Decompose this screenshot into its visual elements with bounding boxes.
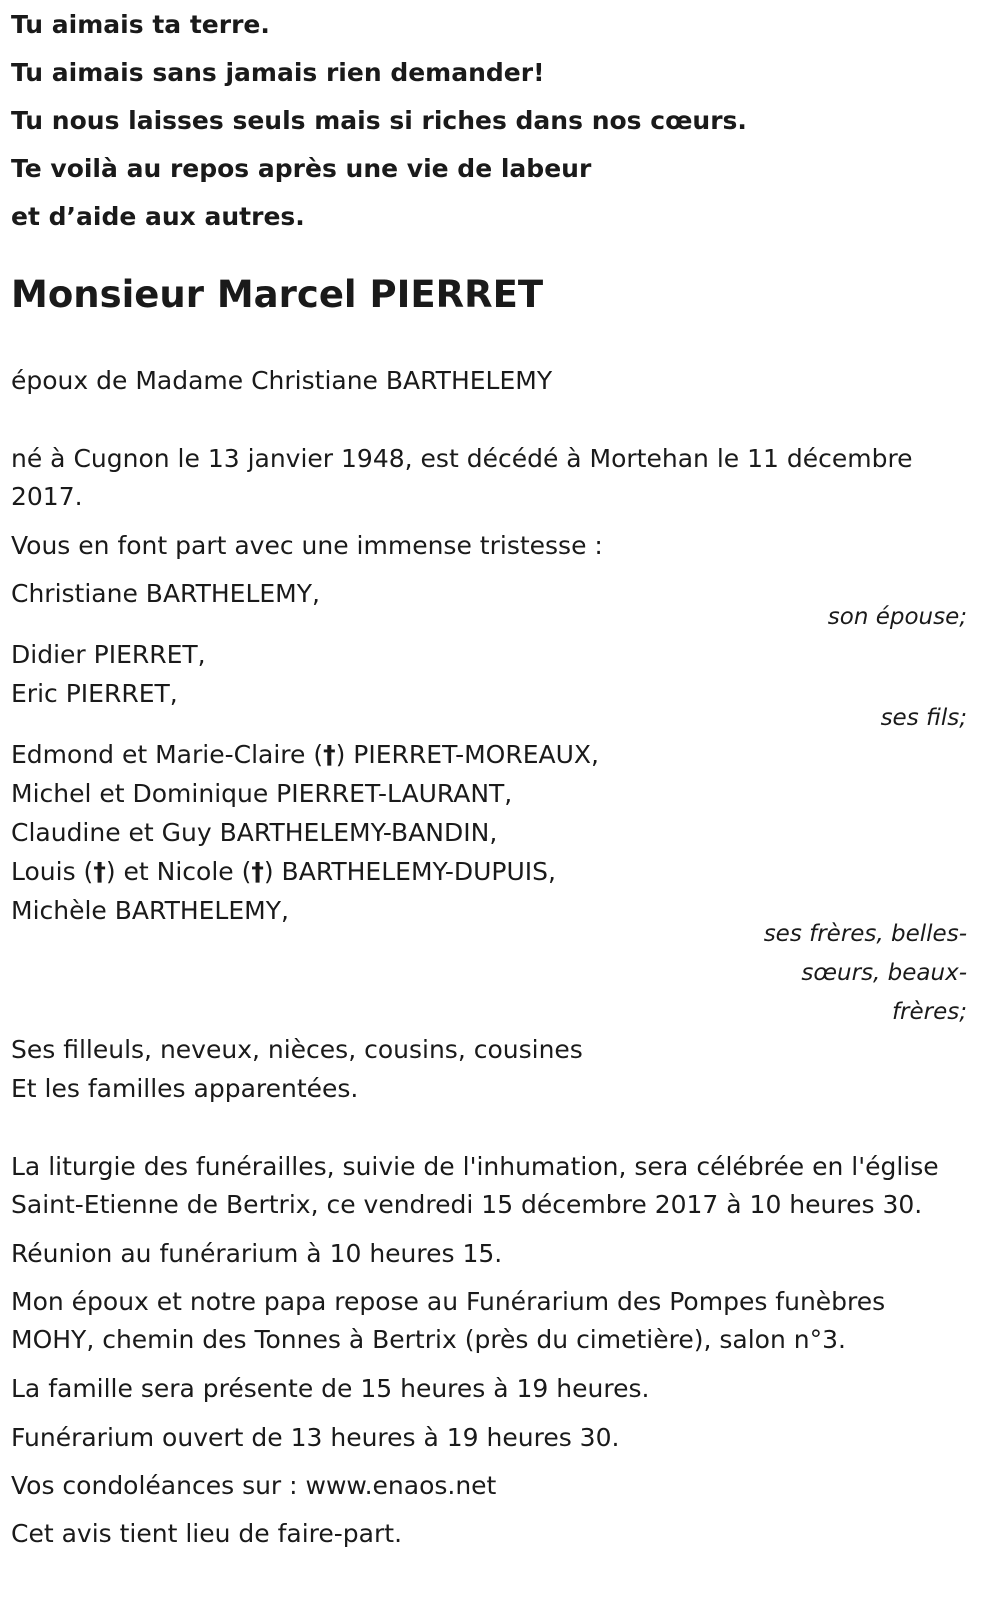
son-2: Eric PIERRET, [11, 679, 178, 708]
condolences-line: Vos condoléances sur : www.enaos.net [11, 1471, 497, 1500]
poem-line-1: Tu aimais ta terre. [11, 10, 270, 39]
rest-line-2: MOHY, chemin des Tonnes à Bertrix (près du cimetière), salon n°3. [11, 1325, 846, 1354]
cross-icon: † [251, 857, 264, 886]
others-line-1: Ses filleuls, neveux, nièces, cousins, cousines [11, 1035, 583, 1064]
opening-hours-line: Funérarium ouvert de 13 heures à 19 heures 30. [11, 1423, 620, 1452]
cross-icon: † [93, 857, 106, 886]
sibling-4 [11, 857, 556, 887]
sibling-1-text-a: Edmond et Marie-Claire ( [11, 740, 324, 769]
sibling-1-text-b: ) PIERRET-MOREAUX, [335, 740, 599, 769]
cross-icon: † [323, 740, 336, 769]
liturgy-line-1: La liturgie des funérailles, suivie de l'inhumation, sera célébrée en l'église [11, 1152, 939, 1181]
poem-line-4: Te voilà au repos après une vie de labeur [11, 154, 592, 183]
closing-line: Cet avis tient lieu de faire-part. [11, 1519, 403, 1548]
others-line-2: Et les familles apparentées. [11, 1074, 359, 1103]
poem-line-2: Tu aimais sans jamais rien demander! [11, 58, 545, 87]
son-1: Didier PIERRET, [11, 640, 206, 669]
sibling-1 [11, 740, 599, 770]
family-presence-line: La famille sera présente de 15 heures à 19 heures. [11, 1374, 650, 1403]
siblings-relation-line-3: frères; [891, 999, 967, 1025]
sons-relation: ses fils; [880, 705, 967, 731]
sibling-4-text-a: Louis ( [11, 857, 94, 886]
sibling-5: Michèle BARTHELEMY, [11, 896, 289, 925]
sibling-2: Michel et Dominique PIERRET-LAURANT, [11, 779, 513, 808]
announcement-intro: Vous en font part avec une immense tristesse : [11, 531, 603, 560]
reunion-line: Réunion au funérarium à 10 heures 15. [11, 1239, 503, 1268]
sibling-3: Claudine et Guy BARTHELEMY-BANDIN, [11, 818, 498, 847]
siblings-relation-line-2: sœurs, beaux- [801, 960, 967, 986]
spouse-relation: son épouse; [827, 604, 967, 630]
liturgy-line-2: Saint-Etienne de Bertrix, ce vendredi 15 décembre 2017 à 10 heures 30. [11, 1190, 923, 1219]
siblings-relation-line-1: ses frères, belles- [763, 921, 967, 947]
sibling-4-text-b: ) et Nicole ( [105, 857, 252, 886]
spouse-name: Christiane BARTHELEMY, [11, 579, 320, 608]
sibling-4-text-c: ) BARTHELEMY-DUPUIS, [263, 857, 556, 886]
birth-death-line-1: né à Cugnon le 13 janvier 1948, est décédé à Mortehan le 11 décembre [11, 444, 913, 473]
poem-line-3: Tu nous laisses seuls mais si riches dans nos cœurs. [11, 106, 747, 135]
spouse-line: époux de Madame Christiane BARTHELEMY [11, 366, 553, 395]
birth-death-line-2: 2017. [11, 482, 83, 511]
poem-line-5: et d’aide aux autres. [11, 202, 305, 231]
deceased-name: Monsieur Marcel PIERRET [11, 273, 544, 316]
rest-line-1: Mon époux et notre papa repose au Funérarium des Pompes funèbres [11, 1287, 886, 1316]
